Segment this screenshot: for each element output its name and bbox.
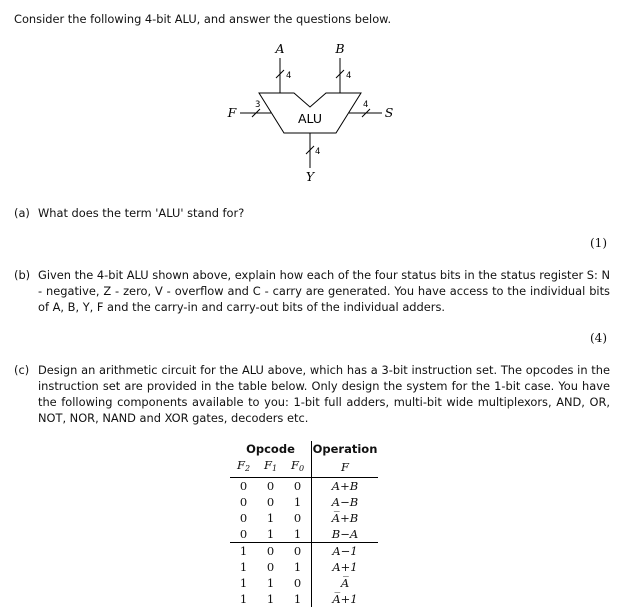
table-row bbox=[230, 494, 378, 510]
table-row bbox=[230, 478, 378, 495]
cell-f0: 0 bbox=[293, 511, 302, 525]
cell-operation: A̅+1 bbox=[312, 591, 379, 607]
cell-f1: 1 bbox=[266, 576, 275, 590]
table-row bbox=[230, 526, 378, 543]
cell-f2: 1 bbox=[239, 560, 248, 574]
width-y: 4 bbox=[315, 147, 321, 157]
cell-operation: A+1 bbox=[312, 559, 379, 575]
cell-operation: A−B bbox=[312, 494, 379, 510]
cell-operation: B−A bbox=[312, 526, 379, 543]
question-a-text: What does the term 'ALU' stand for? bbox=[38, 206, 245, 220]
cell-operation: A̅ bbox=[312, 575, 379, 591]
cell-f1: 0 bbox=[266, 495, 275, 509]
cell-operation: A−1 bbox=[312, 543, 379, 560]
header-opcode: Opcode bbox=[246, 442, 295, 456]
cell-f2: 1 bbox=[230, 543, 257, 560]
question-b-label: (b) bbox=[14, 268, 31, 282]
input-b-label: B bbox=[335, 41, 345, 56]
cell-f0: 1 bbox=[293, 560, 302, 574]
cell-f2: 1 bbox=[239, 592, 248, 606]
table-row bbox=[230, 575, 378, 591]
question-a-marks: (1) bbox=[590, 236, 607, 250]
cell-f0: 0 bbox=[284, 543, 312, 560]
table-row bbox=[230, 591, 378, 607]
cell-f1: 0 bbox=[257, 543, 284, 560]
question-c-label: (c) bbox=[14, 363, 30, 377]
table-row bbox=[230, 543, 378, 560]
cell-f2: 0 bbox=[239, 511, 248, 525]
question-c-text: Design an arithmetic circuit for the ALU above, which has a 3-bit instruction set. The opcodes in the instruction set are provided in the table below. Only design the system for the 1-bit case. You have the following components available to you: 1-bit full adders, multi-bit wide multiplexors, AND, OR, NOT, NOR, NAND and XOR gates, decoders etc. bbox=[38, 363, 610, 425]
subheader-f0: $F_0$ bbox=[290, 458, 305, 473]
cell-f0: 0 bbox=[284, 478, 312, 495]
input-f-label: F bbox=[227, 105, 237, 120]
subheader-operation: F bbox=[312, 457, 379, 478]
question-b-marks: (4) bbox=[590, 331, 607, 345]
cell-operation: A+B bbox=[312, 478, 379, 495]
cell-f2: 1 bbox=[239, 576, 248, 590]
subheader-f2: $F_2$ bbox=[236, 458, 251, 473]
cell-f0: 0 bbox=[293, 576, 302, 590]
opcode-table-wrapper bbox=[230, 441, 378, 607]
cell-f0: 1 bbox=[293, 592, 302, 606]
opcode-table bbox=[230, 441, 378, 607]
cell-operation: A̅+B bbox=[312, 510, 379, 526]
alu-label: ALU bbox=[297, 111, 323, 126]
width-s: 4 bbox=[363, 100, 369, 110]
width-f: 3 bbox=[255, 100, 261, 110]
cell-f0: 1 bbox=[293, 495, 302, 509]
input-a-label: A bbox=[275, 41, 285, 56]
cell-f2: 0 bbox=[230, 478, 257, 495]
width-b: 4 bbox=[346, 71, 352, 81]
intro-text: Consider the following 4-bit ALU, and answer the questions below. bbox=[14, 12, 392, 26]
cell-f1: 1 bbox=[266, 592, 275, 606]
subheader-f1: $F_1$ bbox=[263, 458, 278, 473]
cell-f1: 1 bbox=[266, 527, 275, 541]
cell-f2: 0 bbox=[239, 495, 248, 509]
width-a: 4 bbox=[286, 71, 292, 81]
cell-f1: 0 bbox=[266, 560, 275, 574]
question-a-label: (a) bbox=[14, 206, 30, 220]
question-b-text: Given the 4-bit ALU shown above, explain how each of the four status bits in the status register S: N - negative, Z - zero, V - overflow and C - carry are generated. You have access to the individual bits of A, B, Y, F and the carry-in and carry-out bits of the individual adders. bbox=[38, 268, 611, 314]
cell-f1: 0 bbox=[257, 478, 284, 495]
output-s-label: S bbox=[384, 105, 394, 120]
cell-f2: 0 bbox=[239, 527, 248, 541]
cell-f0: 1 bbox=[293, 527, 302, 541]
cell-f1: 1 bbox=[266, 511, 275, 525]
table-row bbox=[230, 559, 378, 575]
header-operation: Operation bbox=[312, 442, 378, 456]
table-row bbox=[230, 510, 378, 526]
output-y-label: Y bbox=[305, 169, 315, 184]
alu-diagram bbox=[0, 0, 627, 200]
